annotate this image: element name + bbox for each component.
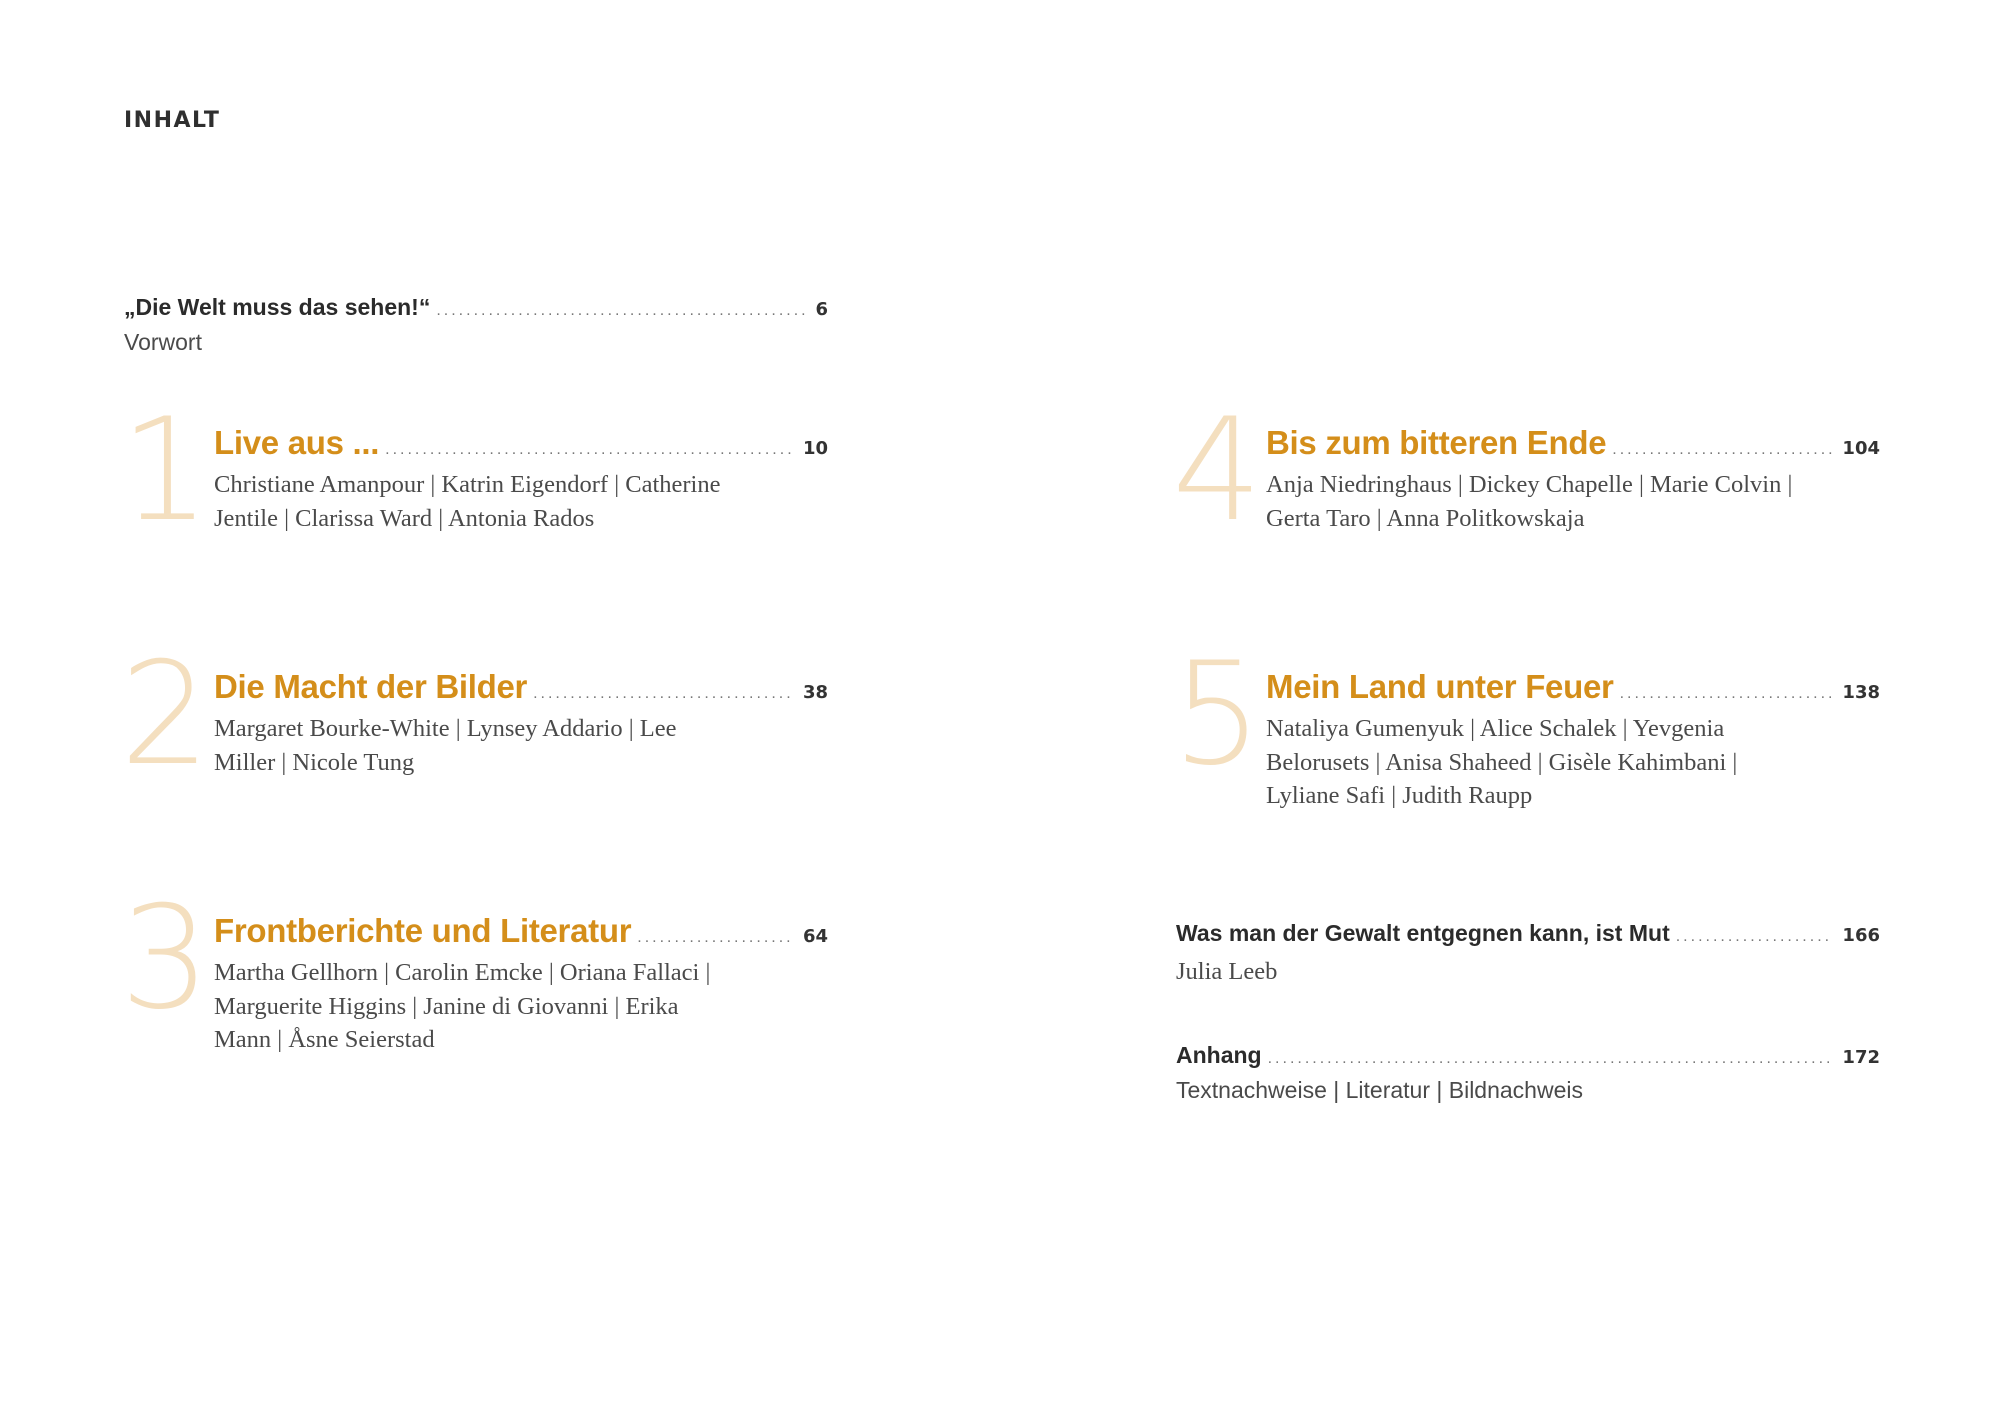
chapter-authors — [214, 468, 828, 535]
authors-line: Margaret Bourke-White | Lynsey Addario | Lee — [214, 715, 677, 742]
page-title: INHALT — [124, 108, 221, 133]
chapter-authors — [1266, 712, 1880, 813]
entry-title: Anhang — [1176, 1042, 1262, 1068]
entry-subtitle: Textnachweise | Literatur | Bildnachweis — [1176, 1077, 1583, 1103]
toc-line — [1266, 424, 1880, 462]
chapter-title: Live aus ... — [214, 424, 380, 461]
chapter-title: Mein Land unter Feuer — [1266, 668, 1614, 705]
page-number: 172 — [1842, 1047, 1880, 1068]
chapter-title: Die Macht der Bilder — [214, 668, 528, 705]
toc-entry-afterword[interactable] — [1176, 920, 1880, 989]
toc-line — [1176, 1042, 1880, 1069]
page-number: 138 — [1842, 682, 1880, 703]
chapter-title: Frontberichte und Literatur — [214, 912, 632, 949]
toc-line — [214, 424, 828, 462]
authors-line: Marguerite Higgins | Janine di Giovanni | Erika — [214, 992, 679, 1020]
toc-entry-appendix[interactable] — [1176, 1042, 1880, 1104]
authors-line: Gerta Taro | Anna Politkowskaja — [1266, 504, 1585, 532]
dot-leader — [1268, 1050, 1833, 1068]
authors-line: Nataliya Gumenyuk | Alice Schalek | Yevgenia — [1266, 715, 1725, 742]
dot-leader — [1612, 441, 1832, 459]
authors-line: Anja Niedringhaus | Dickey Chapelle | Marie Colvin | — [1266, 471, 1793, 498]
chapter-authors — [1266, 468, 1880, 535]
page-number: 64 — [802, 926, 828, 947]
dot-leader — [1620, 685, 1833, 703]
authors-line: Christiane Amanpour | Katrin Eigendorf | Catherine — [214, 471, 721, 498]
dot-leader — [385, 441, 793, 459]
page-number: 6 — [815, 299, 828, 320]
page-number: 104 — [1842, 438, 1880, 459]
dot-leader — [1676, 928, 1833, 946]
chapter-authors — [214, 956, 828, 1057]
page-number: 10 — [802, 438, 828, 459]
entry-title: „Die Welt muss das sehen!“ — [124, 294, 431, 320]
authors-line: Jentile | Clarissa Ward | Antonia Rados — [214, 504, 595, 532]
chapter-number: 5 — [1172, 632, 1263, 797]
toc-line — [124, 294, 828, 321]
chapter-authors — [214, 712, 828, 779]
entry-title: Was man der Gewalt entgegnen kann, ist Mut — [1176, 920, 1670, 946]
entry-subtitle: Julia Leeb — [1176, 958, 1278, 985]
chapter-number: 2 — [120, 632, 211, 797]
page-number: 38 — [802, 682, 828, 703]
authors-line: Belorusets | Anisa Shaheed | Gisèle Kahimbani | — [1266, 748, 1738, 776]
chapter-number: 1 — [120, 388, 211, 553]
authors-line: Miller | Nicole Tung — [214, 748, 415, 776]
toc-line — [1176, 920, 1880, 947]
dot-leader — [436, 302, 805, 320]
authors-line: Martha Gellhorn | Carolin Emcke | Oriana Fallaci | — [214, 959, 711, 986]
dot-leader — [637, 929, 793, 947]
authors-line: Mann | Åsne Seierstad — [214, 1026, 435, 1053]
toc-entry-foreword[interactable] — [124, 294, 828, 356]
toc-line — [1266, 668, 1880, 706]
authors-line: Lyliane Safi | Judith Raupp — [1266, 782, 1533, 809]
chapter-number: 4 — [1172, 388, 1263, 553]
page-number: 166 — [1842, 925, 1880, 946]
toc-line — [214, 668, 828, 706]
toc-line — [214, 912, 828, 950]
entry-subtitle: Vorwort — [124, 329, 202, 355]
chapter-title: Bis zum bitteren Ende — [1266, 424, 1607, 461]
dot-leader — [533, 685, 793, 703]
chapter-number: 3 — [120, 876, 211, 1041]
